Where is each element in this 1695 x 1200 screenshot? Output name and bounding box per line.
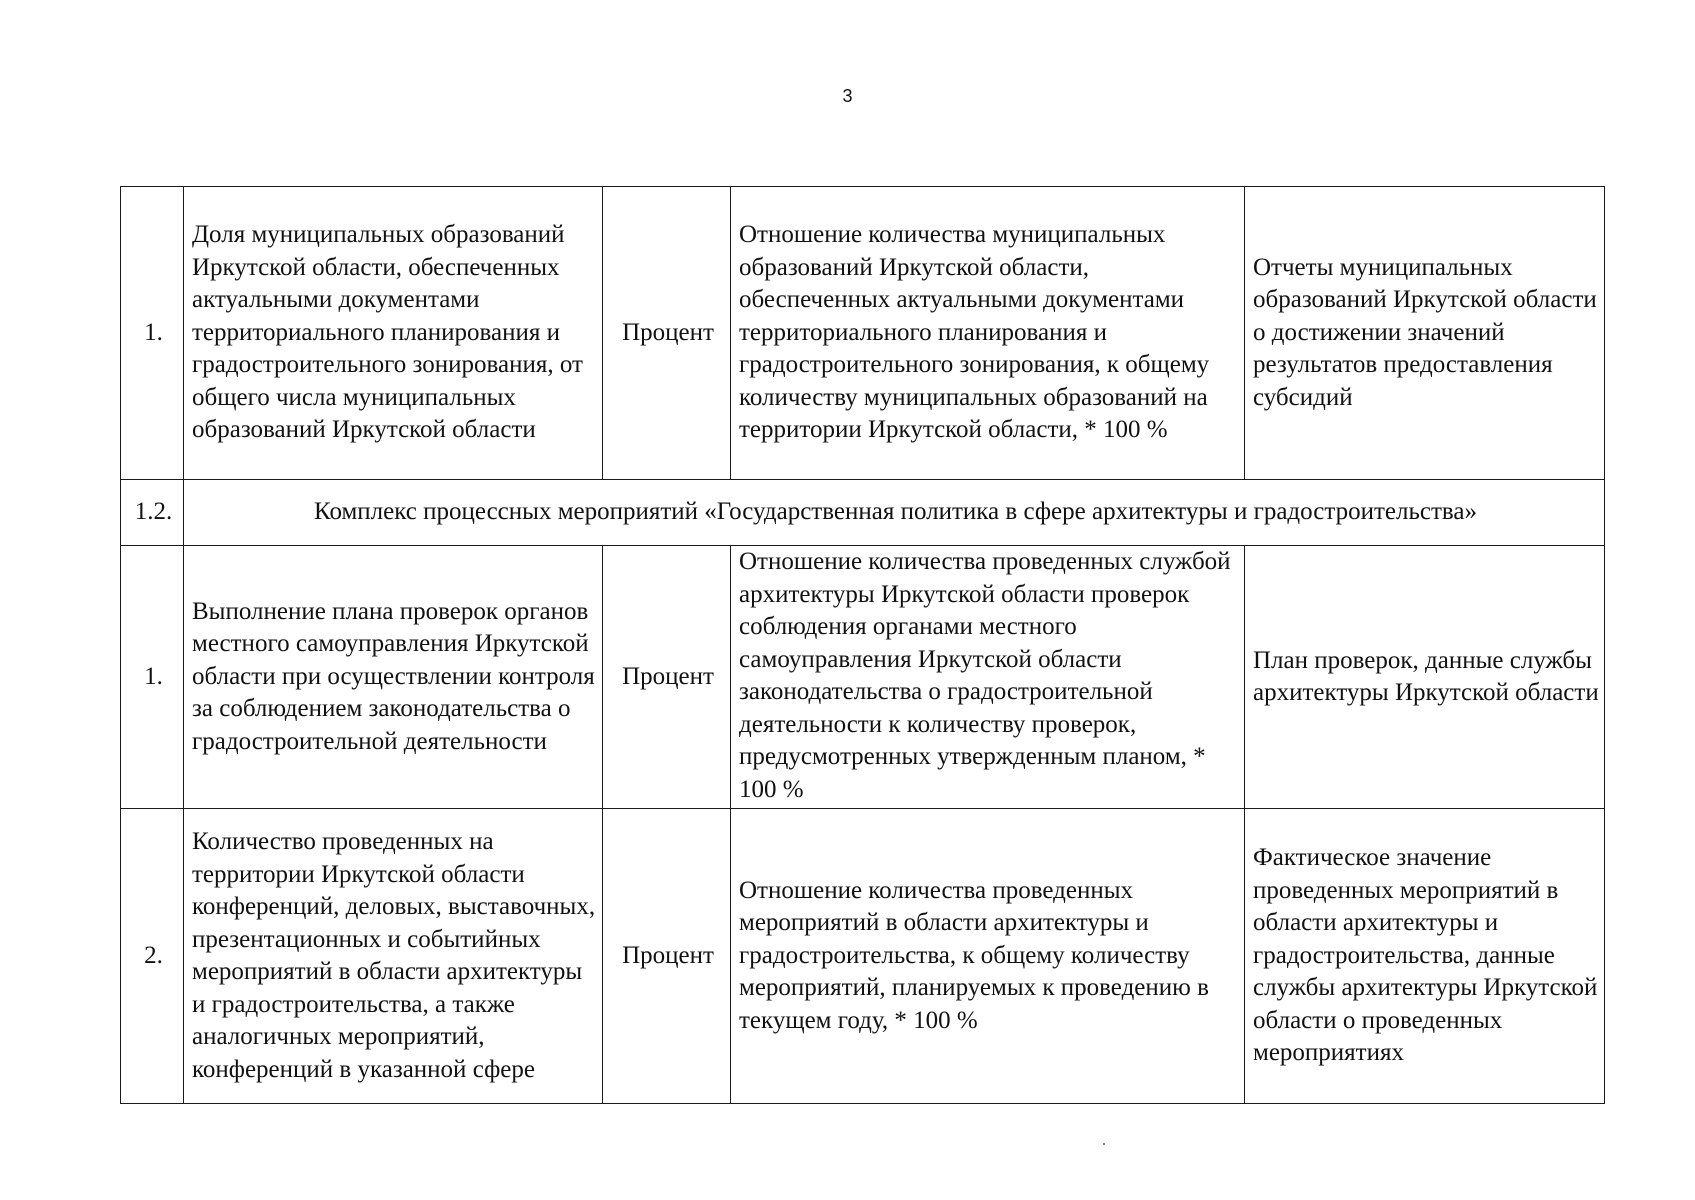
row-number: 1. <box>121 546 184 809</box>
row-number: 2. <box>121 809 184 1104</box>
row-number: 1. <box>121 187 184 480</box>
calculation-method: Отношение количества проведенных службой архитектуры Иркутской области проверок соблюдения органами местного самоуправления Иркутской области законодательства о градостроительной деятельности к количеству проверок, предусмотренных утвержденным планом, * 100 % <box>731 546 1245 809</box>
calculation-method: Отношение количества муниципальных образований Иркутской области, обеспеченных актуальными документами территориального планирования и градостроительного зонирования, к общему количеству муниципальных образований на территории Иркутской области, * 100 % <box>731 187 1245 480</box>
unit-of-measure: Процент <box>603 809 731 1104</box>
scan-speck <box>1103 1143 1105 1145</box>
calculation-method: Отношение количества проведенных мероприятий в области архитектуры и градостроительства, к общему количеству мероприятий, планируемых к проведению в текущем году, * 100 % <box>731 809 1245 1104</box>
section-title: Комплекс процессных мероприятий «Государственная политика в сфере архитектуры и градостроительства» <box>184 480 1605 546</box>
indicator-name: Выполнение плана проверок органов местного самоуправления Иркутской области при осуществлении контроля за соблюдением законодательства о градостроительной деятельности <box>184 546 603 809</box>
indicators-table <box>120 186 1605 1104</box>
page-number: 3 <box>842 86 853 106</box>
table-row <box>121 187 1605 480</box>
unit-of-measure: Процент <box>603 187 731 480</box>
indicator-name: Доля муниципальных образований Иркутской области, обеспеченных актуальными документами территориального планирования и градостроительного зонирования, от общего числа муниципальных образований Иркутской области <box>184 187 603 480</box>
indicator-name: Количество проведенных на территории Иркутской области конференций, деловых, выставочных, презентационных и событийных мероприятий в области архитектуры и градостроительства, а также аналогичных мероприятий, конференций в указанной сфере <box>184 809 603 1104</box>
data-source: Отчеты муниципальных образований Иркутской области о достижении значений результатов предоставления субсидий <box>1245 187 1605 480</box>
data-source: Фактическое значение проведенных мероприятий в области архитектуры и градостроительства, данные службы архитектуры Иркутской области о проведенных мероприятиях <box>1245 809 1605 1104</box>
data-source: План проверок, данные службы архитектуры Иркутской области <box>1245 546 1605 809</box>
table-row <box>121 546 1605 809</box>
unit-of-measure: Процент <box>603 546 731 809</box>
section-number: 1.2. <box>121 480 184 546</box>
section-row <box>121 480 1605 546</box>
table-row <box>121 809 1605 1104</box>
